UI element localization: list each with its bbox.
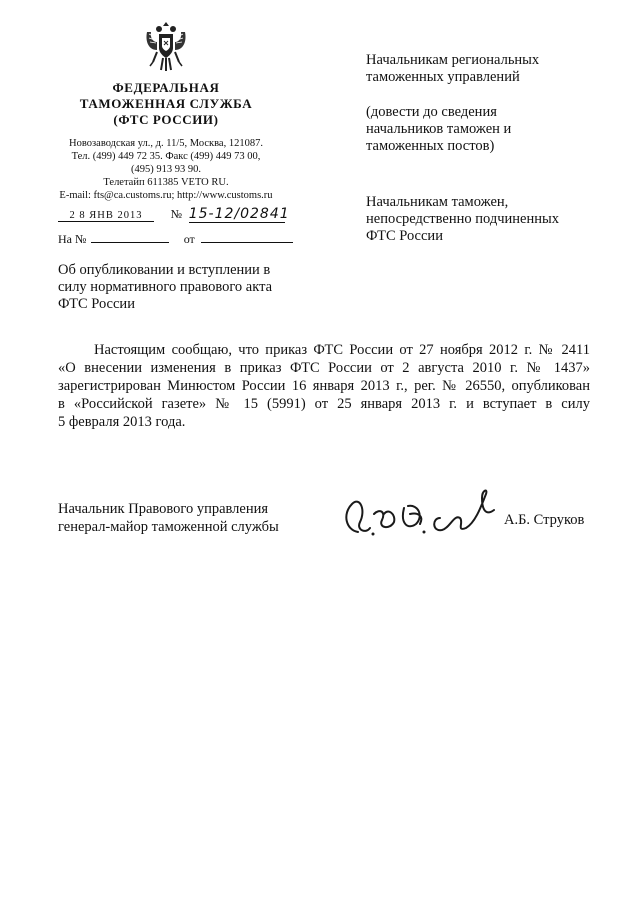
recipient-line: таможенных управлений xyxy=(366,69,520,85)
recipient-line: таможенных постов) xyxy=(366,138,495,154)
signatory-name: А.Б. Струков xyxy=(504,512,585,528)
position-line: Начальник Правового управления xyxy=(58,501,269,517)
from-label: от xyxy=(183,232,195,246)
letter-subject xyxy=(58,262,318,313)
org-line: ФЕДЕРАЛЬНАЯ xyxy=(112,80,220,95)
recipient-line: Начальникам таможен, xyxy=(366,194,509,210)
registration-line xyxy=(58,206,290,223)
body-line: 5 февраля 2013 года. xyxy=(58,414,186,430)
signatory-position xyxy=(58,500,279,536)
recipient-line: (довести до сведения xyxy=(366,104,497,120)
recipient-line: непосредственно подчиненных xyxy=(366,211,559,227)
handwritten-signature xyxy=(336,484,506,544)
organization-name xyxy=(40,80,292,128)
subject-line: силу нормативного правового акта xyxy=(58,279,273,295)
recipient-note xyxy=(366,104,511,155)
reference-label: На № xyxy=(58,232,87,246)
body-line: зарегистрирован Минюстом России 16 января 2013 г., рег. № 26550, опубликован xyxy=(58,378,590,394)
recipient-line: Начальникам региональных xyxy=(366,52,540,68)
address-line: Новозаводская ул., д. 11/5, Москва, 121087. xyxy=(69,138,263,149)
recipient-regional xyxy=(366,52,539,86)
recipient-line: начальников таможен и xyxy=(366,121,512,137)
phone-line: Тел. (499) 449 72 35. Факс (499) 449 73 00, xyxy=(71,151,261,162)
teletype-line: Телетайп 611385 VETO RU. xyxy=(103,177,229,188)
body-line: «О внесении изменения в приказ ФТС России от 2 августа 2010 г. № 1437» xyxy=(58,360,590,376)
position-line: генерал-майор таможенной службы xyxy=(58,519,279,535)
org-line: ТАМОЖЕННАЯ СЛУЖБА xyxy=(79,96,253,111)
contact-details xyxy=(40,137,292,202)
reference-number-field xyxy=(91,230,169,243)
phone-line: (495) 913 93 90. xyxy=(131,164,201,175)
subject-line: ФТС России xyxy=(58,296,135,312)
letter-body xyxy=(58,341,590,431)
coat-of-arms-icon xyxy=(143,20,189,72)
recipient-customs xyxy=(366,194,559,245)
registration-number: 15-12/02841 xyxy=(188,206,290,222)
reference-line xyxy=(58,230,293,247)
number-label: № xyxy=(170,207,183,221)
subject-line: Об опубликовании и вступлении в xyxy=(58,262,271,278)
registration-date: 2 8 ЯНВ 2013 xyxy=(58,210,154,222)
body-line: в «Российской газете» № 15 (5991) от 25 января 2013 г. и вступает в силу xyxy=(58,396,590,412)
body-line: Настоящим сообщаю, что приказ ФТС России от 27 ноября 2012 г. № 2411 xyxy=(94,342,590,358)
recipient-line: ФТС России xyxy=(366,228,443,244)
reference-date-field xyxy=(201,230,293,243)
org-line: (ФТС РОССИИ) xyxy=(113,112,219,127)
email-line: E-mail: fts@ca.customs.ru; http://www.customs.ru xyxy=(59,190,273,201)
